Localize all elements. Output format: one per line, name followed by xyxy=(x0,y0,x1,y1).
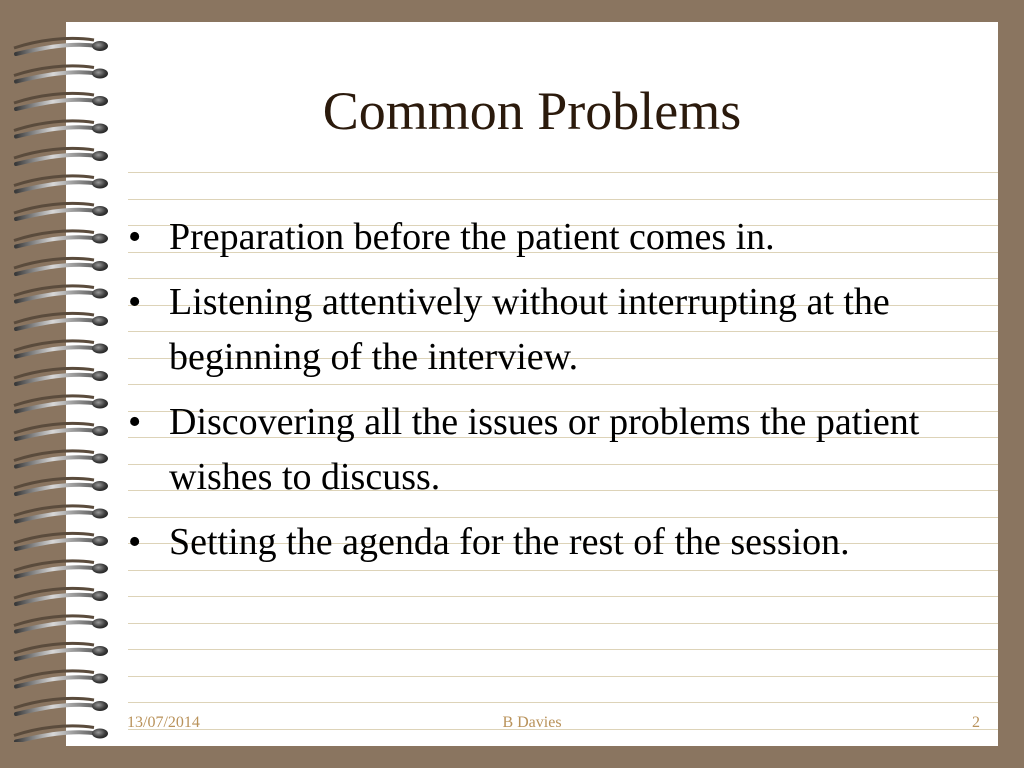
spiral-coil-icon xyxy=(14,451,108,467)
bullet-item xyxy=(128,515,978,570)
bullet-list xyxy=(128,210,978,580)
spiral-coil-icon xyxy=(14,66,108,82)
spiral-coil-icon xyxy=(14,93,108,109)
spiral-coil-icon xyxy=(14,643,108,659)
spiral-coil-icon xyxy=(14,726,108,742)
spiral-coil-icon xyxy=(14,671,108,687)
bullet-dot-icon: • xyxy=(128,521,142,563)
spiral-coil-icon xyxy=(14,176,108,192)
rule-line xyxy=(128,596,998,597)
spiral-coil-icon xyxy=(14,561,108,577)
slide-page xyxy=(66,22,998,746)
spiral-coil-icon xyxy=(14,258,108,274)
footer-page-number: 2 xyxy=(972,714,980,731)
spiral-coil-icon xyxy=(14,203,108,219)
rule-line xyxy=(128,199,998,200)
spiral-coil-icon xyxy=(14,616,108,632)
bullet-item xyxy=(128,210,978,265)
bullet-text: Preparation before the patient comes in. xyxy=(169,216,775,258)
rule-line xyxy=(128,702,998,703)
spiral-coil-icon xyxy=(14,286,108,302)
spiral-coil-icon xyxy=(14,396,108,412)
bullet-text: Listening attentively without interrupting at the beginning of the interview. xyxy=(169,281,890,378)
spiral-coil-icon xyxy=(14,506,108,522)
footer-author: B Davies xyxy=(502,714,562,731)
spiral-coil-icon xyxy=(14,698,108,714)
bullet-dot-icon: • xyxy=(128,281,142,323)
spiral-coil-icon xyxy=(14,478,108,494)
bullet-dot-icon: • xyxy=(128,216,142,258)
slide-title: Common Problems xyxy=(322,81,742,141)
spiral-coil-icon xyxy=(14,368,108,384)
bullet-item xyxy=(128,275,978,385)
spiral-coil-icon xyxy=(14,588,108,604)
rule-line xyxy=(128,676,998,677)
spiral-coil-icon xyxy=(14,121,108,137)
bullet-item xyxy=(128,395,978,505)
footer-date: 13/07/2014 xyxy=(127,714,200,731)
bullet-text: Setting the agenda for the rest of the session. xyxy=(169,521,850,563)
spiral-coil-icon xyxy=(14,533,108,549)
spiral-coil-icon xyxy=(14,341,108,357)
rule-line xyxy=(128,623,998,624)
spiral-binding-icon xyxy=(8,26,118,742)
spiral-coil-icon xyxy=(14,148,108,164)
bullet-dot-icon: • xyxy=(128,401,142,443)
spiral-coil-icon xyxy=(14,423,108,439)
bullet-text: Discovering all the issues or problems the patient wishes to discuss. xyxy=(169,401,920,498)
rule-line xyxy=(128,649,998,650)
spiral-coil-icon xyxy=(14,231,108,247)
spiral-coil-icon xyxy=(14,313,108,329)
spiral-coil-icon xyxy=(14,38,108,54)
rule-line xyxy=(128,172,998,173)
